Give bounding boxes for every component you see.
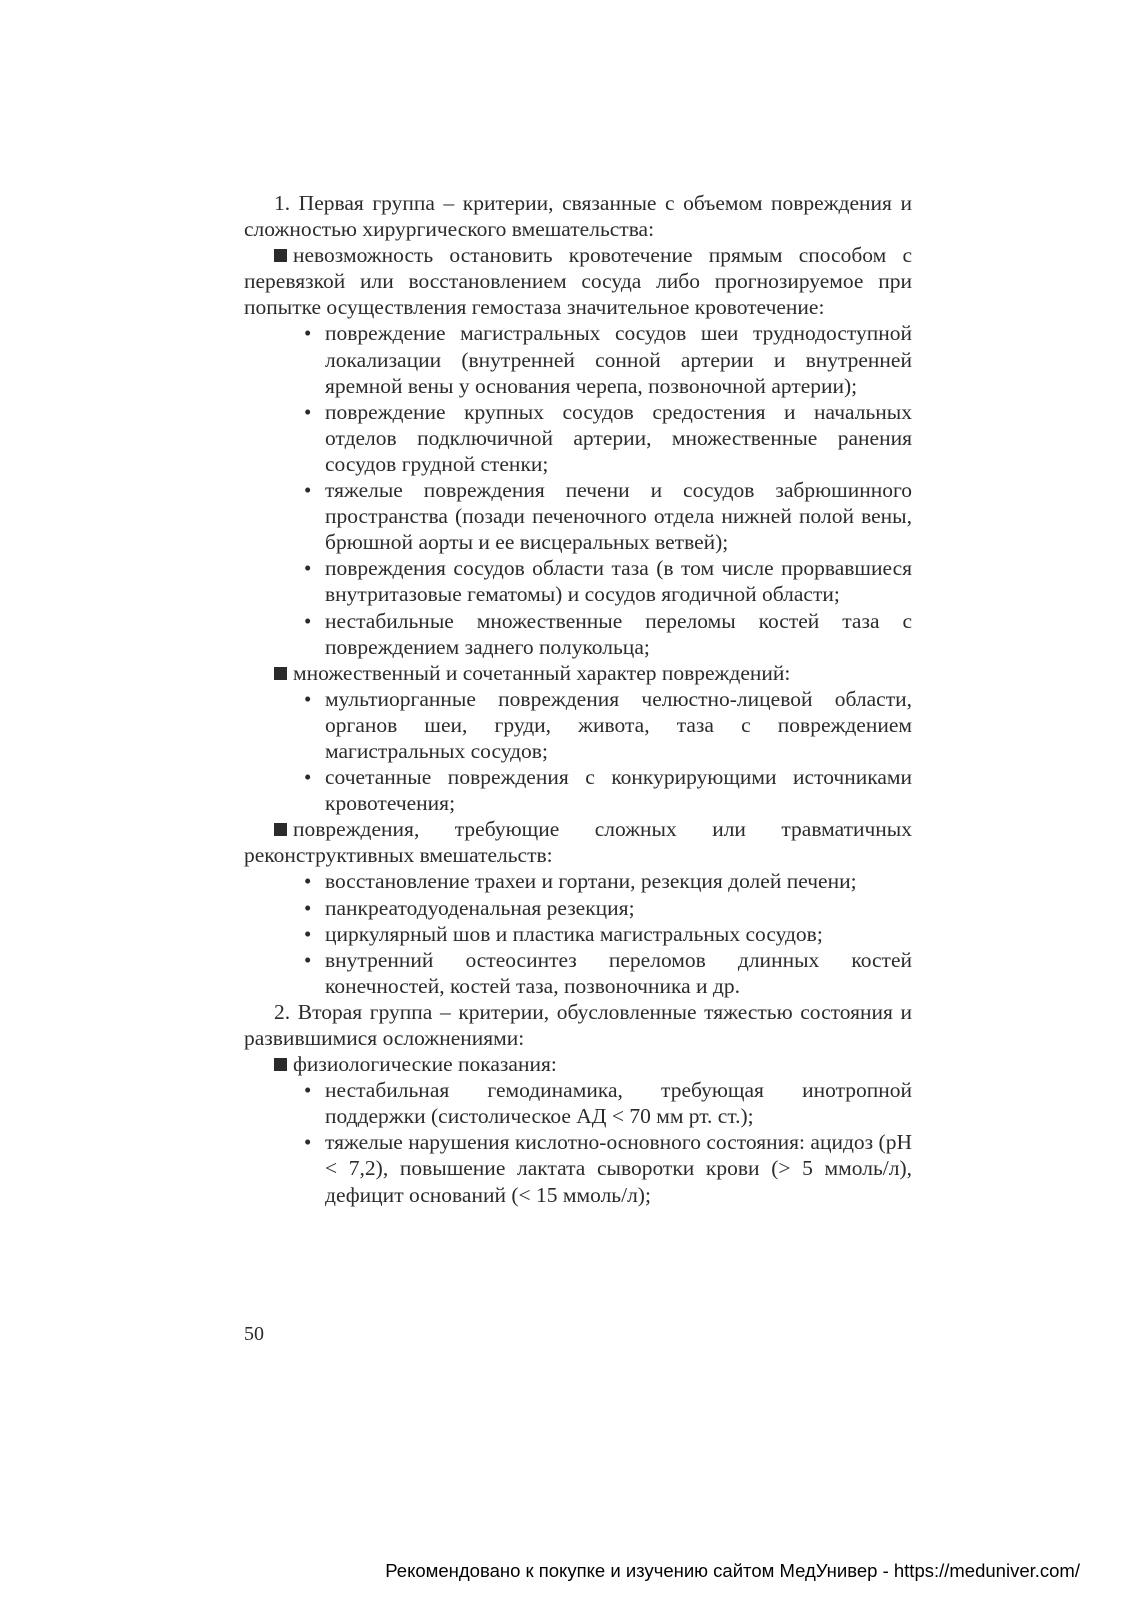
group2-heading: 2. Вторая группа – критерии, обусловленные тяжестью состояния и развившимися осложнениями: <box>244 999 912 1050</box>
page-body <box>244 190 912 1208</box>
round-bullet-icon: • <box>304 765 312 790</box>
round-bullet-icon: • <box>304 869 312 894</box>
group1-item-2: множественный и сочетанный характер повреждений: <box>244 660 912 686</box>
footer-watermark: Рекомендовано к покупке и изучению сайтом МедУнивер - https://meduniver.com/ <box>385 1560 1080 1581</box>
list-item: • циркулярный шов и пластика магистральных сосудов; <box>304 921 823 946</box>
group1-item-3: повреждения, требующие сложных или травматичных реконструктивных вмешательств: <box>244 817 912 868</box>
list-item: • внутренний остеосинтез переломов длинных костей конечностей, костей таза, позвоночника и др. <box>304 947 912 998</box>
group1-item-1-sublist <box>244 320 912 659</box>
round-bullet-icon: • <box>304 895 312 920</box>
group1-item-2-sublist <box>244 686 912 816</box>
group2-item-1-sublist <box>244 1077 912 1207</box>
square-bullet-icon <box>274 823 287 836</box>
round-bullet-icon: • <box>304 556 312 581</box>
round-bullet-icon: • <box>304 608 312 633</box>
list-item: • нестабильные множественные переломы костей таза с повреждением заднего полукольца; <box>304 608 912 659</box>
list-item: • повреждение магистральных сосудов шеи труднодоступной локализации (внутренней сонной артерии и внутренней яремной вены у основания черепа, позвоночной артерии); <box>304 321 912 398</box>
round-bullet-icon: • <box>304 321 312 346</box>
square-bullet-icon <box>274 249 287 262</box>
round-bullet-icon: • <box>304 478 312 503</box>
list-item: • повреждения сосудов области таза (в том числе прорвавшиеся внутритазовые гематомы) и сосудов ягодичной области; <box>304 556 912 607</box>
group2-item-1: физиологические показания: <box>244 1051 912 1077</box>
round-bullet-icon: • <box>304 1130 312 1155</box>
group1-item-1: невозможность остановить кровотечение прямым способом с перевязкой или восстановлением сосуда либо прогнозируемое при попытке осуществления гемостаза значительное кровотечение: <box>244 243 912 320</box>
round-bullet-icon: • <box>304 1078 312 1103</box>
round-bullet-icon: • <box>304 686 312 711</box>
round-bullet-icon: • <box>304 947 312 972</box>
group1-heading: 1. Первая группа – критерии, связанные с объемом повреждения и сложностью хирургического вмешательства: <box>244 191 912 242</box>
round-bullet-icon: • <box>304 399 312 424</box>
list-item: • нестабильная гемодинамика, требующая инотропной поддержки (систолическое АД < 70 мм рт. ст.); <box>304 1078 912 1129</box>
list-item: • тяжелые нарушения кислотно-основного состояния: ацидоз (pH < 7,2), повышение лактата сыворотки крови (> 5 ммоль/л), дефицит оснований (< 15 ммоль/л); <box>304 1130 912 1207</box>
list-item: • восстановление трахеи и гортани, резекция долей печени; <box>304 869 857 894</box>
list-item: • тяжелые повреждения печени и сосудов забрюшинного пространства (позади печеночного отдела нижней полой вены, брюшной аорты и ее висцеральных ветвей); <box>304 478 912 555</box>
square-bullet-icon <box>274 1058 287 1071</box>
list-item: • мультиорганные повреждения челюстно-лицевой области, органов шеи, груди, живота, таза с повреждением магистральных сосудов; <box>304 686 912 763</box>
page-number: 50 <box>244 1323 264 1345</box>
list-item: • панкреатодуоденальная резекция; <box>304 895 635 920</box>
list-item: • повреждение крупных сосудов средостения и начальных отделов подключичной артерии, множественные ранения сосудов грудной стенки; <box>304 399 912 476</box>
group1-item-3-sublist <box>244 868 912 998</box>
list-item: • сочетанные повреждения с конкурирующими источниками кровотечения; <box>304 765 912 816</box>
square-bullet-icon <box>274 667 287 680</box>
round-bullet-icon: • <box>304 921 312 946</box>
